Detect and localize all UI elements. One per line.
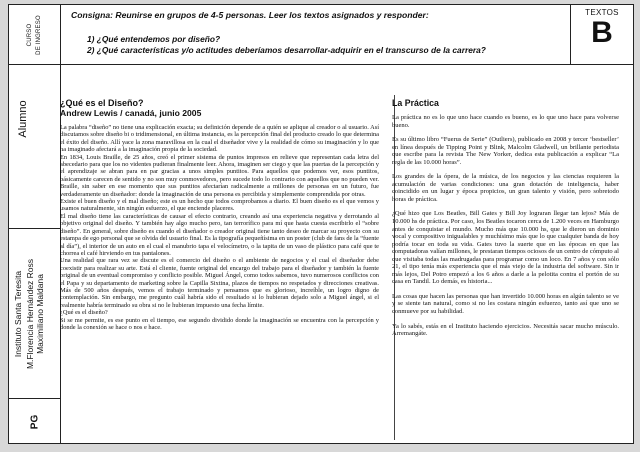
paragraph: Las cosas que hacen las personas que han invertido 10.000 horas en algún talento se ve y se siente tan natural, como si no les costara ningún esfuerzo, tanto así que uno se conmueve por su habilidad. <box>392 292 619 316</box>
paragraph: El mal diseño tiene las características de causar el efecto contrario, creando así una experiencia negativa y derrotando al objetivo original del diseño. Y también hay algo mucho pero, tan terrorífico para mí que hasta cuesta escribirlo el “sobre diseño”. En general, sobre diseño es cuando el diseñador o creador original tiene tanto deseo de marcar su proyecto con su estampa de ego personal que se olvida del usuario final. Es la tipografía pequeñísima en un poster (club de fans de la “fuente al día”), el interior de un auto en el cual el manubrio tapa el velocímetro, o la tapita de un vaso de plástico para café que te chorrea el café hirviendo en tus pantalones. <box>60 212 379 257</box>
article-left <box>60 98 379 331</box>
teacher-name-1: M.Florencia Hernández Ross <box>25 258 35 369</box>
paragraph: Una realidad que rara vez se discute es el comercio del diseño o el ambiente de negocios y el cual el diseñador debe coexistir para realizar su arte. Está el cliente, fuente original del encargo del trabajo para el diseñador y también la fuente original de un eventual compromiso y conflicto posible. Miguel Ángel, como todos sabemos, tuvo numerosos conflictos con el Papa y su departamento de marketing sobre la Capilla Sixtina, plazos de tiempos no respetados y direcciones creativas. Más de 500 años después, vemos el trabajo terminado y pensamos que es glorioso, increíble, un logro digno de contemplación. Sin embargo, me pregunto cuál habría sido el resultado si lo hubieran dejado solo a Miguel ángel, si el realmente habría terminado su obra si no le hubieran impuesto una fecha límite. <box>60 257 379 309</box>
paragraph: ¿Qué hizo que Los Beatles, Bill Gates y Bill Joy lograran llegar tan lejos? Más de 10.000 hs de práctica. Por caso, los Beatles tocaron cerca de 1.200 veces en Hamburgo antes de conquistar el mundo. Mucho más que 10.000 hs, que le dieron un dominio vocal y compositivo inigualables y muchísimo más que lo que cualquier banda de hoy podría tocar en toda su vida. Gates tuvo la suerte que en las épocas en que las computadoras valían millones, le prestaran tiempos ociosos de un centro de cómputo al que visitaba todas las madrugadas para programar como un loco. En 7 años y con sólo 21, el tipo tenía más experiencia que el más viejo de la industria del software. Sin ir más lejos, Del Potro empezó a los 6 años a darle a la pelotita contra el portón de su casa en Tandil. Lo demás, es historia... <box>392 210 619 286</box>
question-2: 2) ¿Qué características y/o actitudes deberíamos desarrollar-adquirir en el transcurso de la carrera? <box>87 45 486 55</box>
section-label: PG <box>29 414 41 430</box>
instruction-text: Consigna: Reunirse en grupos de 4-5 personas. Leer los textos asignados y responder: <box>71 10 429 20</box>
textos-box <box>570 5 633 65</box>
question-1: 1) ¿Qué entendemos por diseño? <box>87 34 221 44</box>
header <box>61 5 633 65</box>
student-cell <box>9 65 61 229</box>
textos-label: TEXTOS <box>585 8 619 17</box>
article-left-body <box>60 124 379 331</box>
section-cell <box>9 399 61 445</box>
paragraph: Los grandes de la ópera, de la música, de los negocios y las ciencias requieren la acumulación de varias condiciones: una gran dotación de inteligencia, haber coincidido en un lugar y época propicios, un gran talento y visión, pero sobretodo horas de práctica. <box>392 173 619 203</box>
paragraph: La palabra “diseño” no tiene una explicación exacta; su definición depende de a quién se aplique al creador o al usuario. Así discutamos sobre diseño bi o tridimensional, en última instancia, es la percepción final del producto creado lo que determina el éxito del diseño. Allí yace la zona maravillosa en la cual el diseñador vive y la realidad de cómo su imaginación y lo que ha imaginado afectará a la imaginación propia de la sociedad. <box>60 124 379 154</box>
article-left-title: ¿Qué es el Diseño? <box>60 98 144 108</box>
paragraph: En 1834, Louis Braille, de 25 años, creó el primer sistema de puntos impresos en relieve que representan cada letra del abecedario para que los no videntes pudieran finalmente leer. Ahora, imaginen ser ciego y que las puertas de la percepción y el aprendizaje se abran para en par gracias a unos simples puntitos. Para aquellos que podemos ver, esos puntitos, básicamente carecen de sentido y no son muy conmovedores, pero sucede todo lo contrario con aquellos que no pueden ver. Braille, sin saber en ese momento que sus puntitos afectarían radicalmente a millones de personas en un futuro, fue verdaderamente un diseñador: donde la imaginación de una persona es percibida y simplemente comprendida por otras. <box>60 153 379 198</box>
paragraph: Ya lo sabés, estás en el Instituto haciendo ejercicios. Necesitás sacar mucho músculo. Arremangáte. <box>392 322 619 338</box>
article-right-body <box>392 114 619 338</box>
left-sidebar <box>9 5 61 443</box>
institute-cell <box>9 229 61 399</box>
article-right-title: La Práctica <box>392 98 439 108</box>
article-left-subtitle: Andrew Lewis / canadá, junio 2005 <box>60 108 202 118</box>
course-label: CURSO <box>27 23 33 46</box>
teacher-name-2: Maximiliano Maldana <box>35 273 45 354</box>
institute-name: Instituto Santa Teresita <box>13 270 23 357</box>
paragraph: Existe el buen diseño y el mal diseño; este es un hecho que todos comprobamos a diario. El buen diseño es el que vemos y usamos naturalmente, sin ningún esfuerzo, el que enciende placeres. <box>60 198 379 213</box>
article-right <box>392 98 619 345</box>
textos-letter: B <box>591 16 613 49</box>
paragraph: Es su último libro “Fuerus de Serie” (Outliers), publicado en 2008 y tercer ‘bestseller’ en línea después de Tipping Point y Blink, Malcolm Gladwell, un brillante periodista que escribe para la revista The New Yorker, dedica esta publicación a explicar “La regla de las 10.000 horas”. <box>392 136 619 166</box>
paragraph: Si se me permite, es ese punto en el tiempo, ese segundo dividido donde la imaginación se encuentra con la percepción y donde la conexión se hace o nos e hace. <box>60 316 379 331</box>
course-sublabel: DE INGRESO <box>36 14 42 55</box>
paragraph: ¿Qué es el diseño? <box>60 309 108 317</box>
student-label: Alumno <box>17 99 29 138</box>
paragraph: La práctica no es lo que uno hace cuando es bueno, es lo que uno hace para volverse bueno. <box>392 114 619 129</box>
course-cell <box>9 5 61 65</box>
